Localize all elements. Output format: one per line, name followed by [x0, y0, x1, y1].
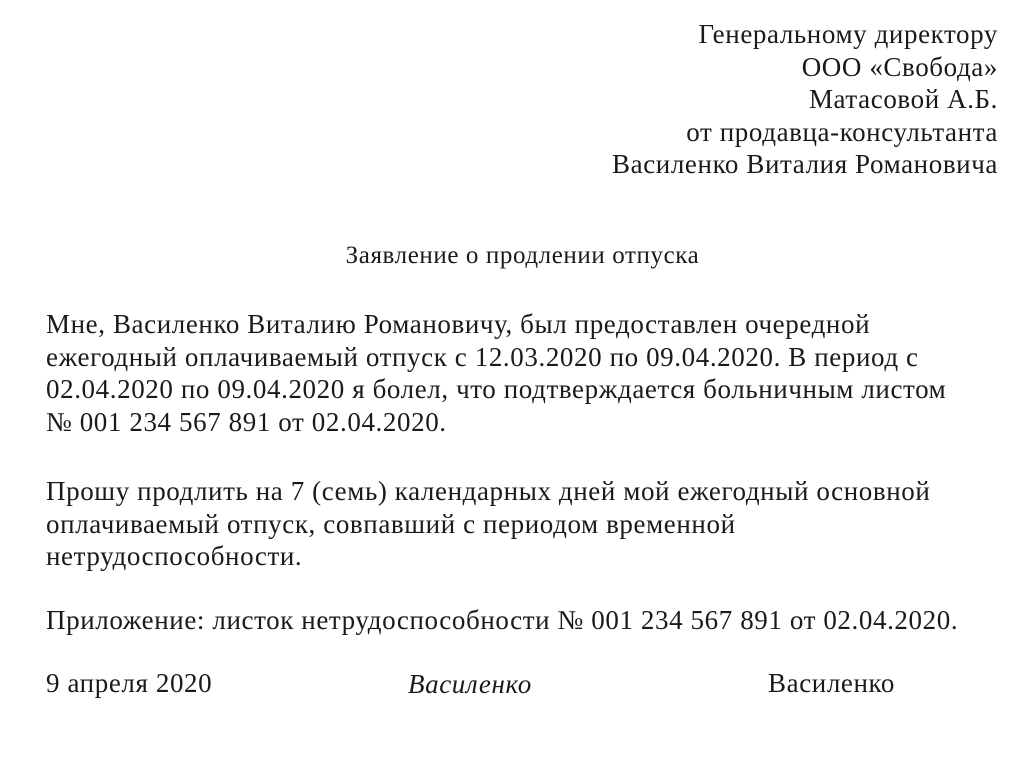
paragraph-request: [46, 475, 1006, 573]
document-title: Заявление о продлении отпуска: [345, 242, 700, 269]
signature-row: [0, 668, 1024, 708]
paragraph-line: ежегодный оплачиваемый отпуск с 12.03.2020 по 09.04.2020. В период с: [46, 341, 919, 372]
sender-position: от продавца-консультанта: [686, 116, 998, 147]
addressee-company: ООО «Свобода»: [801, 51, 998, 82]
handwritten-signature: Василенко: [408, 669, 532, 699]
paragraph-line: 02.04.2020 по 09.04.2020 я болел, что подтверждается больничным листом: [46, 374, 947, 404]
paragraph-attachment: [46, 604, 1006, 637]
addressee-name: Матасовой А.Б.: [808, 84, 998, 114]
addressee-position: Генеральному директору: [698, 19, 998, 49]
addressee-block: [612, 18, 998, 181]
paragraph-line: оплачиваемый отпуск, совпавший с периодом временной: [46, 508, 736, 539]
paragraph-line: Прошу продлить на 7 (семь) календарных дней мой ежегодный основной: [46, 476, 931, 506]
signer-name: Василенко: [768, 668, 895, 698]
signature-date: 9 апреля 2020: [46, 668, 213, 698]
paragraph-vacation-info: [46, 308, 1006, 438]
sender-name: Василенко Виталия Романовича: [612, 149, 998, 179]
paragraph-line: № 001 234 567 891 от 02.04.2020.: [46, 406, 447, 437]
attachment-line: Приложение: листок нетрудоспособности № 001 234 567 891 от 02.04.2020.: [46, 605, 959, 635]
paragraph-line: Мне, Василенко Виталию Романовичу, был предоставлен очередной: [46, 309, 871, 339]
paragraph-line: нетрудоспособности.: [46, 541, 303, 571]
